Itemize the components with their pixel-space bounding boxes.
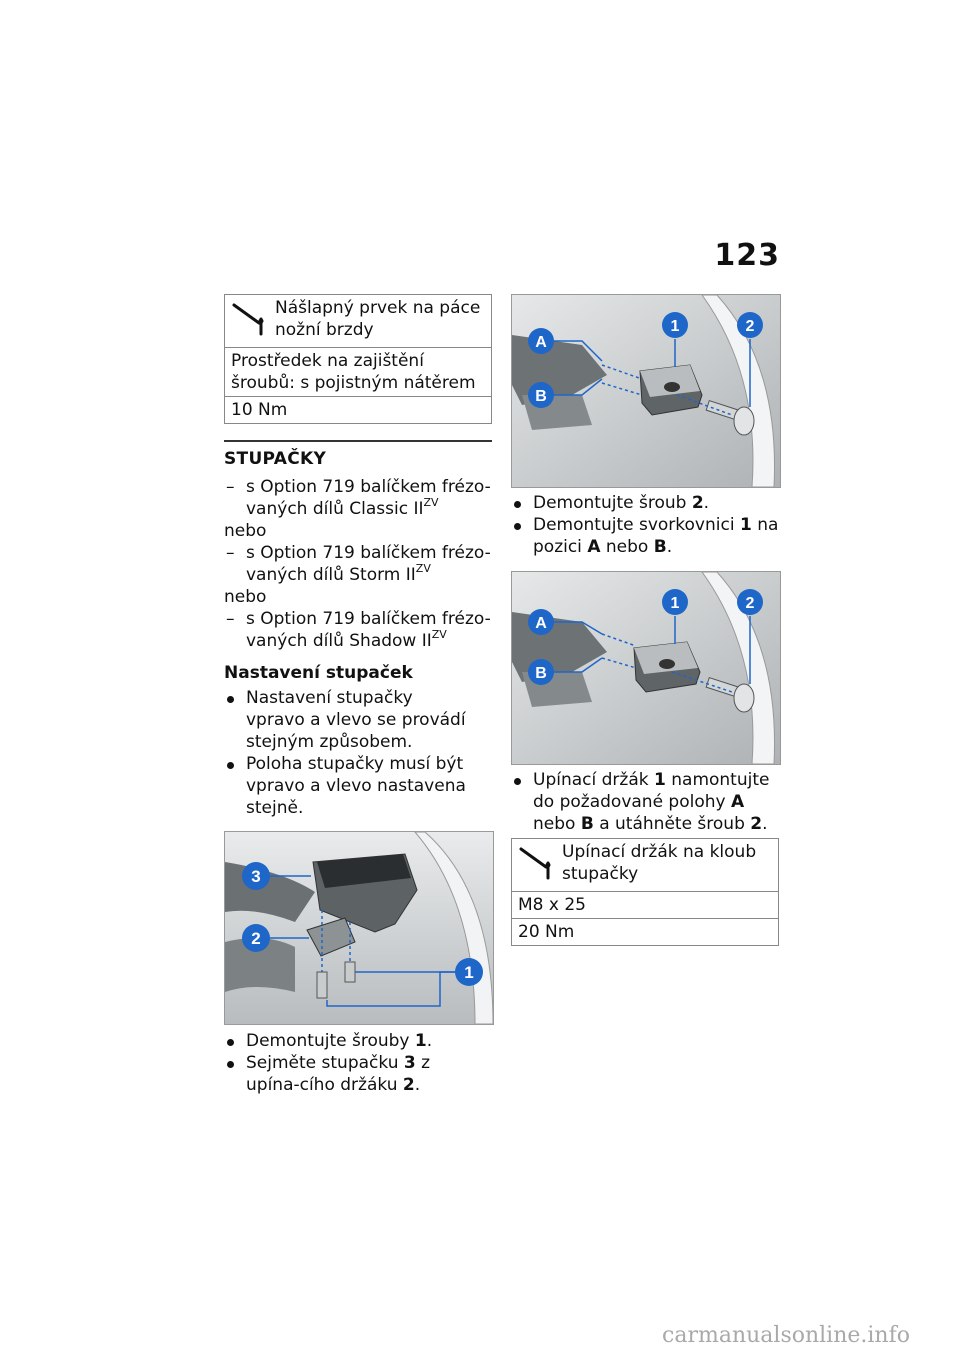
spec-table-row: M8 x 25 — [512, 892, 779, 919]
torque-wrench-icon — [518, 845, 556, 881]
svg-text:B: B — [535, 665, 547, 682]
svg-text:B: B — [535, 388, 547, 405]
clamp-illustration — [512, 295, 780, 487]
bullet-item: Demontujte šrouby 1. — [224, 1030, 492, 1052]
footrest-illustration — [225, 832, 493, 1024]
svg-text:1: 1 — [464, 963, 474, 982]
page-number: 123 — [714, 238, 780, 273]
bullet-item: Demontujte svorkovnici 1 na pozici A nebo B. — [511, 514, 783, 558]
clamp-install-illustration — [512, 572, 780, 764]
bullet-item: Demontujte šroub 2. — [511, 492, 779, 514]
svg-text:A: A — [535, 615, 547, 632]
or-text: nebo — [224, 587, 267, 607]
svg-text:2: 2 — [745, 318, 755, 335]
svg-text:A: A — [535, 334, 547, 351]
figure-clamp-removal — [511, 294, 781, 488]
spec-table-row: Prostředek na zajištění šroubů: s pojistným nátěrem — [225, 348, 492, 397]
svg-text:2: 2 — [251, 929, 261, 948]
bullet-item: Poloha stupačky musí být vpravo a vlevo nastavena stejně. — [224, 753, 476, 819]
figure-clamp-install — [511, 571, 781, 765]
svg-text:2: 2 — [745, 595, 755, 612]
callout-1 — [662, 312, 688, 338]
figure-footrest-removal — [224, 831, 494, 1025]
option-item: – s Option 719 balíčkem frézo- vaných dílů Storm $II^{ZV}$ — [226, 543, 491, 585]
callout-2 — [242, 924, 270, 952]
callout-3 — [242, 862, 270, 890]
svg-text:3: 3 — [251, 867, 261, 886]
callout-2 — [737, 312, 763, 338]
or-text: nebo — [224, 521, 267, 541]
spec-table-header: Nášlapný prvek na páce nožní brzdy — [275, 298, 481, 340]
callout-2 — [737, 589, 763, 615]
bullet-item: Sejměte stupačku 3 z upína-cího držáku 2. — [224, 1052, 486, 1096]
callout-1 — [455, 958, 483, 986]
svg-text:1: 1 — [670, 318, 680, 335]
option-item: – s Option 719 balíčkem frézo- vaných dílů Shadow $II^{ZV}$ — [226, 609, 491, 651]
callout-B — [528, 382, 554, 408]
callout-A — [528, 328, 554, 354]
spec-table-torque: 10 Nm — [225, 397, 492, 424]
option-item: – s Option 719 balíčkem frézo- vaných dílů Classic $II^{ZV}$ — [226, 477, 491, 519]
torque-wrench-icon — [231, 301, 269, 337]
spec-table-clamp — [511, 838, 779, 946]
spec-table-header: Upínací držák na kloub stupačky — [562, 842, 757, 884]
svg-text:1: 1 — [670, 595, 680, 612]
section-title: STUPAČKY — [224, 449, 327, 469]
section-divider — [224, 440, 492, 442]
bullet-item: Upínací držák 1 namontujte do požadované polohy A nebo B a utáhněte šroub 2. — [511, 769, 783, 835]
spec-table-torque: 20 Nm — [512, 919, 779, 946]
bullet-item: Nastavení stupačky vpravo a vlevo se provádí stejným způsobem. — [224, 687, 476, 753]
callout-A — [528, 609, 554, 635]
watermark: carmanualsonline.info — [662, 1323, 910, 1348]
callout-B — [528, 659, 554, 685]
spec-table-brake-pedal — [224, 294, 492, 424]
callout-1 — [662, 589, 688, 615]
subheading: Nastavení stupaček — [224, 663, 413, 683]
